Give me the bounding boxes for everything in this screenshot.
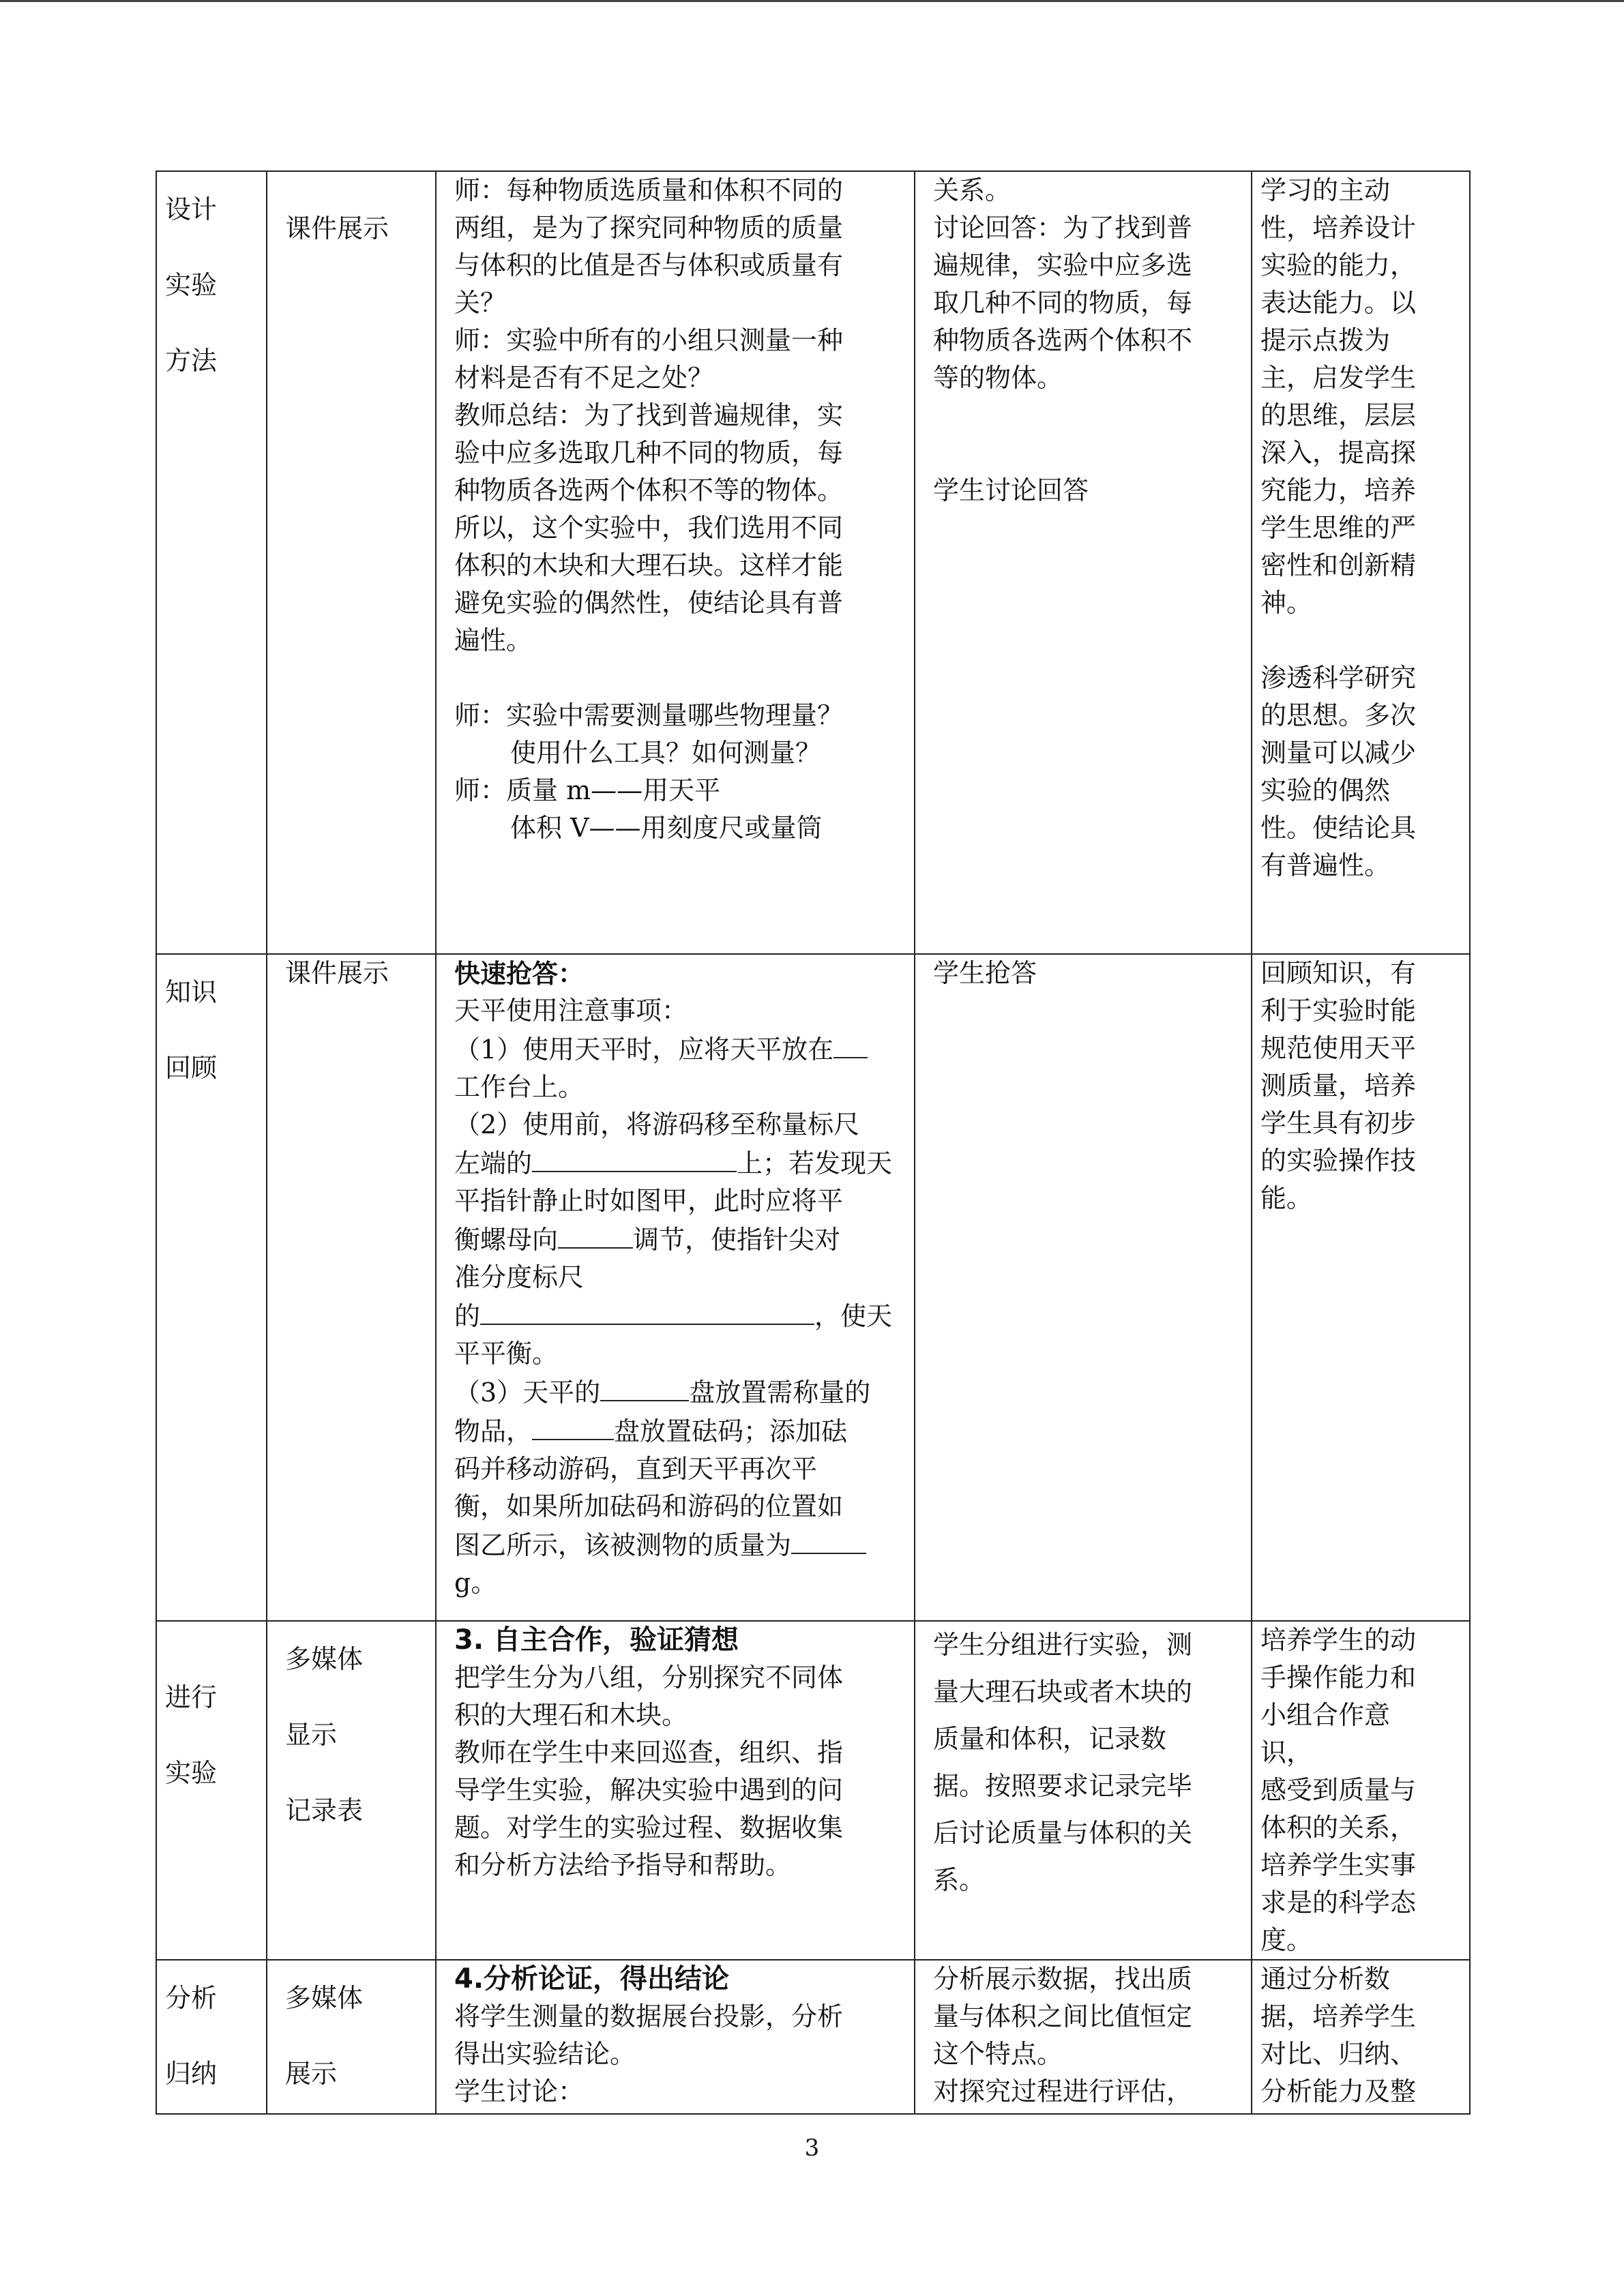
stage-cell: 设计 实验 方法 — [156, 171, 267, 954]
table-row — [156, 1621, 1470, 1960]
fill-blank[interactable] — [532, 1412, 614, 1440]
fill-blank[interactable] — [833, 1030, 868, 1058]
fill-blank[interactable] — [558, 1220, 633, 1249]
lesson-plan-table — [156, 170, 1471, 2115]
teacher-activity-cell: 师：每种物质选质量和体积不同的 两组，是为了探究同种物质的质量 与体积的比值是否与体积或质量有 关？ 师：实验中所有的小组只测量一种 材料是否有不足之处？ 教师总结：为了找到普遍规律，实 验中应多选取几种不同的物质，每 种物质各选两个体积不等的物体。 所以，这个实验中，我们选用不同 体积的木块和大理石块。这样才能 避免实验的偶然性，使结论具有普 遍性。 师：实验中需要测量哪些物理量？ 使用什么工具？如何测量？ 师：质量 m——用天平 体积 V——用刻度尺或量筒 — [436, 171, 915, 954]
stage-cell: 知识 回顾 — [156, 954, 267, 1621]
teacher-activity-cell: 3. 自主合作，验证猜想 把学生分为八组，分别探究不同体 积的大理石和木块。 教师在学生中来回巡查，组织、指 导学生实验，解决实验中遇到的问 题。对学生的实验过程、数据收集 和分析方法给予指导和帮助。 — [436, 1621, 915, 1960]
design-intent-cell: 学习的主动 性，培养设计 实验的能力， 表达能力。以 提示点拨为 主，启发学生 的思维，层层 深入，提高探 究能力，培养 学生思维的严 密性和创新精 神。 渗透科学研究 的思想。多次 测量可以减少 实验的偶然 性。使结论具 有普遍性。 — [1252, 171, 1470, 954]
table-row — [156, 171, 1470, 954]
stage-cell: 进行 实验 — [156, 1621, 267, 1960]
page-number: 3 — [804, 2134, 820, 2162]
student-activity-cell: 学生分组进行实验，测 量大理石块或者木块的 质量和体积，记录数 据。按照要求记录完毕 后讨论质量与体积的关 系。 — [915, 1621, 1252, 1960]
teacher-activity-cell: 4.分析论证，得出结论 将学生测量的数据展台投影，分析 得出实验结论。 学生讨论： — [436, 1960, 915, 2114]
stage-cell: 分析 归纳 — [156, 1960, 267, 2114]
fill-blank[interactable] — [600, 1373, 689, 1401]
teacher-activity-cell: 快速抢答： 天平使用注意事项： （1）使用天平时，应将天平放在 工作台上。 （2）使用前，将游码移至称量标尺 左端的 上；若发现天 平指针静止时如图甲，此时应将平 衡螺母向 调节，使指针尖对 准分度标尺 的 ，使天 平平衡。 （3）天平的 盘放置需称量的 物品， 盘放置砝码；添加砝 码并移动游码，直到天平再次平 衡，如果所加砝码和游码的位置如 图乙所示，该被测物的质量为 g。 — [436, 954, 915, 1621]
top-border-line — [0, 0, 1624, 2]
fill-blank[interactable] — [532, 1144, 737, 1172]
media-cell: 课件展示 — [267, 954, 436, 1621]
student-activity-cell: 分析展示数据，找出质 量与体积之间比值恒定 这个特点。 对探究过程进行评估， — [915, 1960, 1252, 2114]
media-cell: 课件展示 — [267, 171, 436, 954]
design-intent-cell: 通过分析数 据，培养学生 对比、归纳、 分析能力及整 — [1252, 1960, 1470, 2114]
fill-blank[interactable] — [480, 1296, 814, 1325]
table-row — [156, 954, 1470, 1621]
design-intent-cell: 培养学生的动 手操作能力和 小组合作意 识， 感受到质量与 体积的关系， 培养学生实事 求是的科学态 度。 — [1252, 1621, 1470, 1960]
media-cell: 多媒体 展示 — [267, 1960, 436, 2114]
table-row — [156, 1960, 1470, 2114]
design-intent-cell: 回顾知识，有 利于实验时能 规范使用天平 测质量，培养 学生具有初步 的实验操作技 能。 — [1252, 954, 1470, 1621]
student-activity-cell: 学生抢答 — [915, 954, 1252, 1621]
media-cell: 多媒体 显示 记录表 — [267, 1621, 436, 1960]
student-activity-cell: 关系。 讨论回答：为了找到普 遍规律，实验中应多选 取几种不同的物质，每 种物质各选两个体积不 等的物体。 学生讨论回答 — [915, 171, 1252, 954]
fill-blank[interactable] — [791, 1525, 866, 1554]
